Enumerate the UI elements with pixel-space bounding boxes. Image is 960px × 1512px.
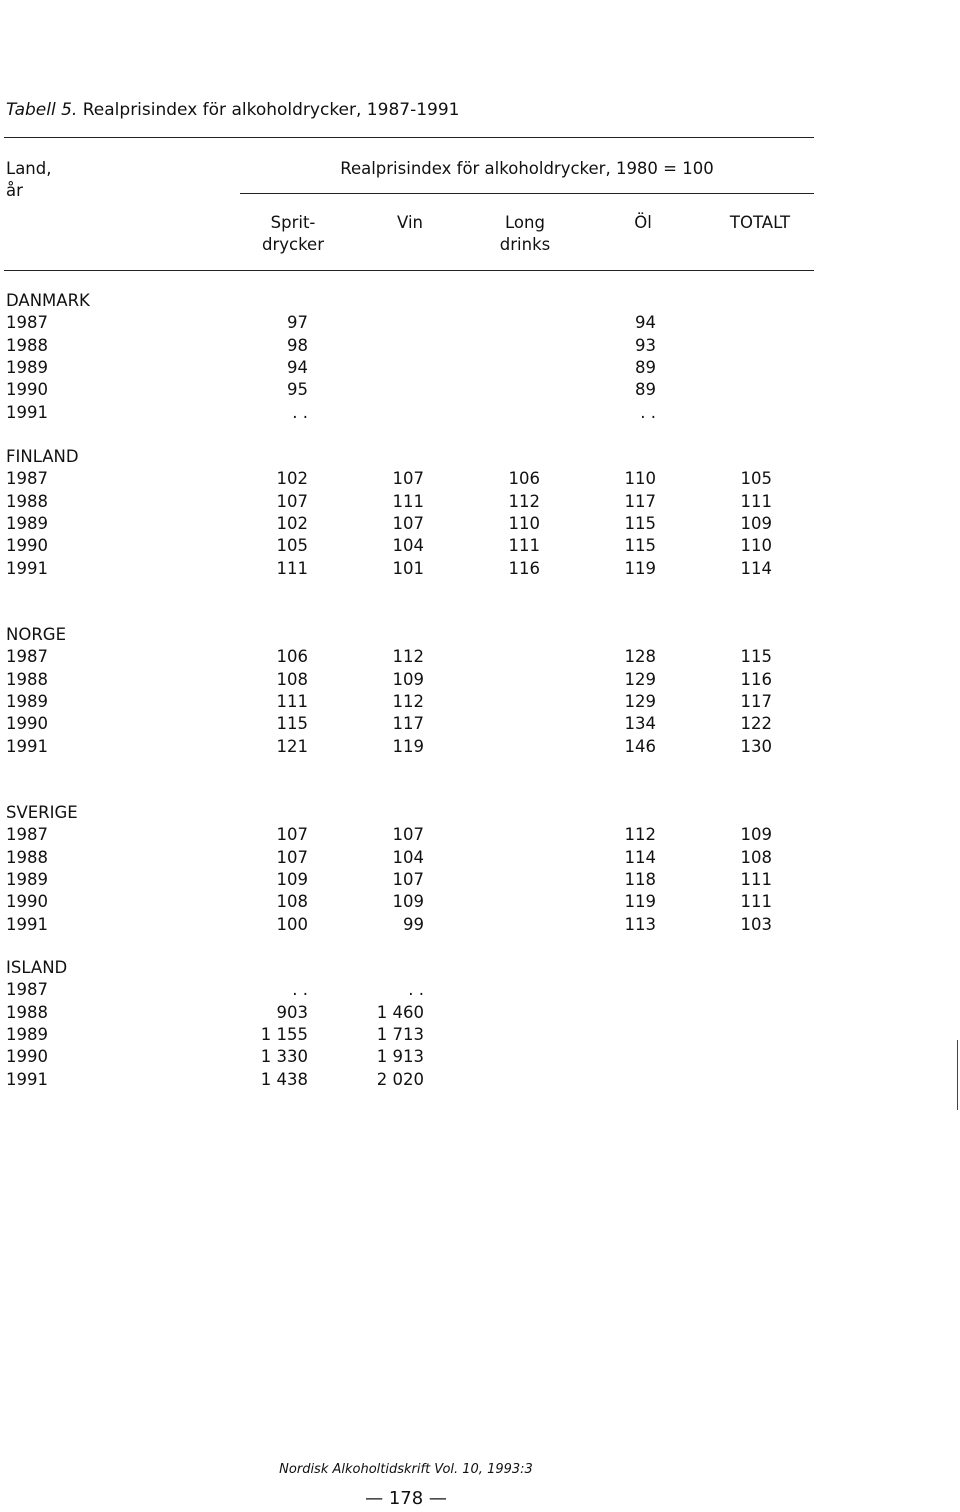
cell-sprit: 107 bbox=[276, 491, 308, 511]
cell-vin: 1 713 bbox=[376, 1024, 424, 1044]
col-header-ol: Öl bbox=[634, 213, 652, 232]
cell-sprit: 102 bbox=[276, 469, 308, 489]
cell-sprit: 111 bbox=[276, 691, 308, 711]
cell-ol: 110 bbox=[624, 469, 656, 489]
cell-vin: 117 bbox=[392, 714, 424, 734]
cell-totalt: 109 bbox=[740, 825, 772, 845]
cell-sprit: 111 bbox=[276, 558, 308, 578]
row-year: 1989 bbox=[6, 691, 48, 711]
cell-sprit: 1 438 bbox=[260, 1069, 308, 1089]
row-year: 1988 bbox=[6, 1002, 48, 1022]
cell-vin: 111 bbox=[392, 491, 424, 511]
cell-ol: . . bbox=[640, 402, 656, 422]
cell-ol: 112 bbox=[624, 825, 656, 845]
cell-sprit: . . bbox=[292, 402, 308, 422]
row-year: 1989 bbox=[6, 1024, 48, 1044]
column-group-title: Realprisindex för alkoholdrycker, 1980 = 100 bbox=[340, 159, 714, 178]
cell-ol: 94 bbox=[635, 313, 656, 333]
cell-sprit: 100 bbox=[276, 914, 308, 934]
cell-vin: 101 bbox=[392, 558, 424, 578]
cell-vin: 107 bbox=[392, 469, 424, 489]
country-name: NORGE bbox=[6, 625, 67, 644]
cell-sprit: . . bbox=[292, 980, 308, 1000]
cell-sprit: 108 bbox=[276, 892, 308, 912]
cell-ol: 134 bbox=[624, 714, 656, 734]
group-rule bbox=[240, 193, 814, 194]
cell-vin: 104 bbox=[392, 847, 424, 867]
row-year: 1990 bbox=[6, 1047, 48, 1067]
cell-sprit: 107 bbox=[276, 825, 308, 845]
cell-vin: 107 bbox=[392, 825, 424, 845]
cell-sprit: 1 155 bbox=[260, 1024, 308, 1044]
cell-vin: 109 bbox=[392, 892, 424, 912]
cell-ol: 93 bbox=[635, 335, 656, 355]
country-name: FINLAND bbox=[6, 447, 79, 466]
table-title bbox=[6, 100, 459, 120]
row-year: 1991 bbox=[6, 558, 48, 578]
cell-vin: . . bbox=[408, 980, 424, 1000]
row-year: 1987 bbox=[6, 647, 48, 667]
cell-ol: 89 bbox=[635, 357, 656, 377]
cell-totalt: 114 bbox=[740, 558, 772, 578]
cell-totalt: 111 bbox=[740, 491, 772, 511]
row-year: 1990 bbox=[6, 380, 48, 400]
cell-sprit: 95 bbox=[287, 380, 308, 400]
row-year: 1988 bbox=[6, 669, 48, 689]
cell-totalt: 117 bbox=[740, 691, 772, 711]
cell-vin: 107 bbox=[392, 513, 424, 533]
cell-vin: 107 bbox=[392, 869, 424, 889]
cell-vin: 2 020 bbox=[376, 1069, 424, 1089]
cell-totalt: 110 bbox=[740, 536, 772, 556]
cell-sprit: 98 bbox=[287, 335, 308, 355]
row-year: 1987 bbox=[6, 980, 48, 1000]
cell-vin: 104 bbox=[392, 536, 424, 556]
cell-ol: 115 bbox=[624, 536, 656, 556]
col-header-totalt: TOTALT bbox=[729, 213, 791, 232]
cell-totalt: 105 bbox=[740, 469, 772, 489]
country-name: SVERIGE bbox=[6, 803, 78, 822]
row-year: 1988 bbox=[6, 847, 48, 867]
row-year: 1990 bbox=[6, 714, 48, 734]
table-title-text: Realprisindex för alkoholdrycker, 1987-1991 bbox=[82, 100, 460, 120]
cell-long: 116 bbox=[508, 558, 540, 578]
page-number: — 178 — bbox=[365, 1488, 447, 1509]
cell-totalt: 108 bbox=[740, 847, 772, 867]
cell-ol: 115 bbox=[624, 513, 656, 533]
scan-edge-mark bbox=[957, 1040, 958, 1110]
row-year: 1991 bbox=[6, 402, 48, 422]
cell-vin: 112 bbox=[392, 691, 424, 711]
row-label-header-line1: Land, bbox=[6, 159, 52, 178]
cell-sprit: 107 bbox=[276, 847, 308, 867]
cell-totalt: 122 bbox=[740, 714, 772, 734]
col-header-sprit-line2: drycker bbox=[262, 235, 324, 254]
cell-ol: 129 bbox=[624, 691, 656, 711]
row-year: 1989 bbox=[6, 869, 48, 889]
cell-totalt: 115 bbox=[740, 647, 772, 667]
cell-totalt: 116 bbox=[740, 669, 772, 689]
cell-sprit: 1 330 bbox=[260, 1047, 308, 1067]
cell-sprit: 105 bbox=[276, 536, 308, 556]
cell-ol: 119 bbox=[624, 558, 656, 578]
cell-sprit: 106 bbox=[276, 647, 308, 667]
cell-ol: 113 bbox=[624, 914, 656, 934]
col-header-long-line2: drinks bbox=[499, 235, 551, 254]
col-header-vin: Vin bbox=[397, 213, 423, 232]
row-year: 1987 bbox=[6, 313, 48, 333]
cell-sprit: 94 bbox=[287, 357, 308, 377]
table-label: Tabell 5. bbox=[6, 100, 78, 120]
cell-sprit: 903 bbox=[276, 1002, 308, 1022]
cell-totalt: 109 bbox=[740, 513, 772, 533]
cell-long: 111 bbox=[508, 536, 540, 556]
cell-sprit: 115 bbox=[276, 714, 308, 734]
row-year: 1988 bbox=[6, 335, 48, 355]
cell-totalt: 103 bbox=[740, 914, 772, 934]
header-bottom-rule bbox=[4, 270, 814, 271]
cell-ol: 119 bbox=[624, 892, 656, 912]
col-header-long-line1: Long bbox=[505, 213, 545, 232]
row-year: 1991 bbox=[6, 914, 48, 934]
cell-sprit: 97 bbox=[287, 313, 308, 333]
cell-sprit: 102 bbox=[276, 513, 308, 533]
journal-citation: Nordisk Alkoholtidskrift Vol. 10, 1993:3 bbox=[279, 1462, 533, 1477]
row-year: 1988 bbox=[6, 491, 48, 511]
cell-sprit: 109 bbox=[276, 869, 308, 889]
row-label-header-line2: år bbox=[6, 181, 23, 200]
country-name: DANMARK bbox=[6, 291, 90, 310]
cell-long: 110 bbox=[508, 513, 540, 533]
col-header-sprit-line1: Sprit- bbox=[270, 213, 316, 232]
cell-long: 112 bbox=[508, 491, 540, 511]
row-year: 1987 bbox=[6, 469, 48, 489]
top-rule bbox=[4, 137, 814, 138]
cell-sprit: 108 bbox=[276, 669, 308, 689]
cell-vin: 112 bbox=[392, 647, 424, 667]
cell-vin: 99 bbox=[403, 914, 424, 934]
cell-sprit: 121 bbox=[276, 736, 308, 756]
cell-long: 106 bbox=[508, 469, 540, 489]
row-year: 1989 bbox=[6, 357, 48, 377]
row-year: 1991 bbox=[6, 736, 48, 756]
row-year: 1989 bbox=[6, 513, 48, 533]
cell-ol: 128 bbox=[624, 647, 656, 667]
cell-ol: 117 bbox=[624, 491, 656, 511]
cell-ol: 118 bbox=[624, 869, 656, 889]
cell-ol: 89 bbox=[635, 380, 656, 400]
cell-totalt: 111 bbox=[740, 892, 772, 912]
cell-vin: 109 bbox=[392, 669, 424, 689]
cell-totalt: 111 bbox=[740, 869, 772, 889]
row-year: 1991 bbox=[6, 1069, 48, 1089]
cell-vin: 1 460 bbox=[376, 1002, 424, 1022]
cell-vin: 119 bbox=[392, 736, 424, 756]
cell-ol: 146 bbox=[624, 736, 656, 756]
row-year: 1990 bbox=[6, 536, 48, 556]
row-year: 1987 bbox=[6, 825, 48, 845]
cell-ol: 114 bbox=[624, 847, 656, 867]
cell-totalt: 130 bbox=[740, 736, 772, 756]
row-year: 1990 bbox=[6, 892, 48, 912]
country-name: ISLAND bbox=[6, 958, 68, 977]
cell-vin: 1 913 bbox=[376, 1047, 424, 1067]
cell-ol: 129 bbox=[624, 669, 656, 689]
